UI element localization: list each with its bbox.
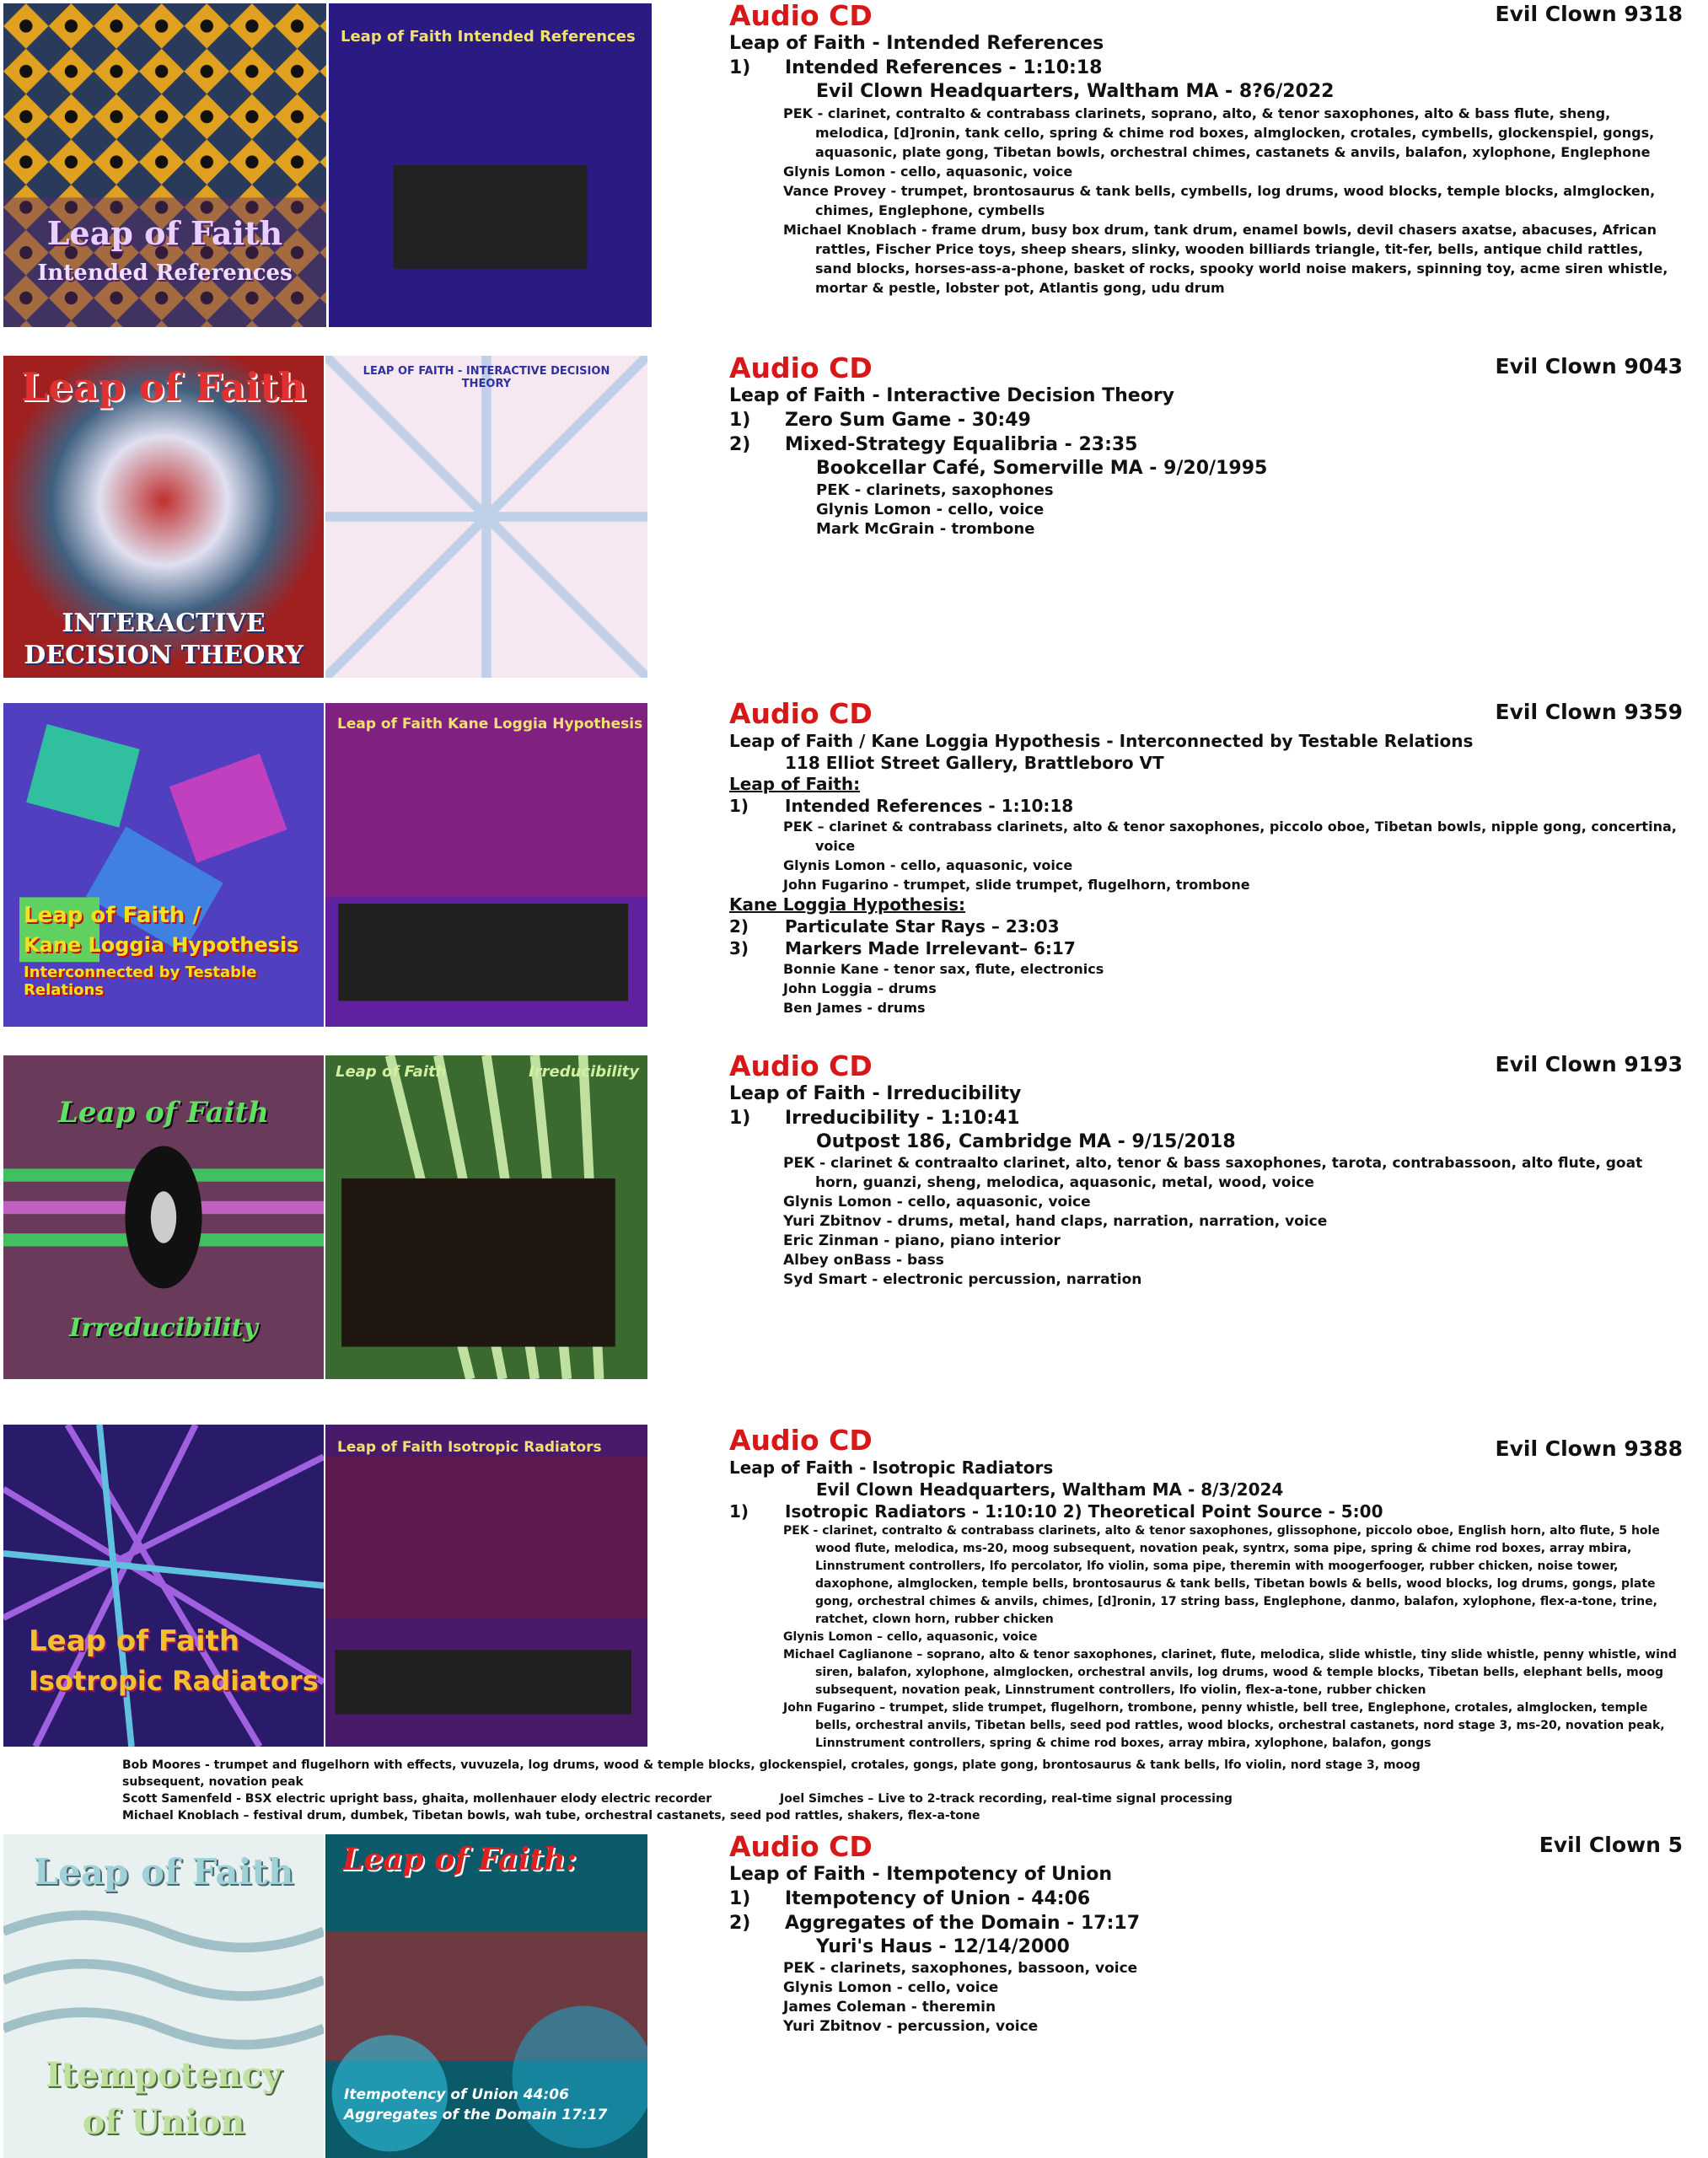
cover-subtitle: DECISION THEORY [24,641,303,670]
group-heading: Kane Loggia Hypothesis: [729,894,966,915]
venue: 118 Elliot Street Gallery, Brattleboro VT [785,753,1164,773]
cover-title: Leap of Faith / [24,903,201,928]
track: 1) Intended References - 1:10:18 [729,796,1074,816]
personnel-line: PEK - clarinet, contralto & contrabass clarinets, soprano, alto, & tenor saxophones, alto & bass flute, sheng, melodica, [d]ronin, tank cello, spring & chime rod boxes, almglocken, crotales, cymbells, glockenspiel, gongs, aquasonic, plate gong, Tibetan bowls, orchestral chimes, castanets & anvils, balafon, xylophone, Englephone [783,105,1655,160]
group-heading: Leap of Faith: [729,774,861,794]
personnel [729,104,1683,298]
cover-subtitle: Itempotency [45,2055,282,2095]
personnel [729,1154,1683,1290]
cover-back-image [325,1055,647,1379]
track: 1) Irreducibility - 1:10:41 [729,1108,1020,1129]
cover-back-image [325,1425,647,1747]
catalog-number: Evil Clown 9318 [1495,2,1683,26]
personnel [729,480,1683,539]
track: 3) Markers Made Irrelevant– 6:17 [729,938,1076,958]
personnel-line: Bonnie Kane - tenor sax, flute, electronics [783,961,1104,977]
cover-subtitle: Kane Loggia Hypothesis [24,933,299,957]
format-label: Audio CD [729,0,873,32]
personnel-line: Syd Smart - electronic percussion, narration [783,1271,1142,1288]
personnel-line: Vance Provey - trumpet, brontosaurus & tank bells, cymbells, log drums, wood blocks, temple blocks, almglocken, chimes, Englephone, cymbells [783,183,1656,218]
cover-back-title: Leap of Faith Intended References [341,28,636,46]
personnel [729,817,1683,894]
personnel-line: Glynis Lomon – cello, aquasonic, voice [783,1630,1038,1644]
personnel-line: PEK - clarinets, saxophones [816,481,1054,499]
cover-back-subtitle: Irreducibility [529,1063,639,1081]
cover-back-track: Aggregates of the Domain 17:17 [344,2107,608,2123]
cover-back-title: Leap of Faith Kane Loggia Hypothesis [337,716,643,733]
personnel-line: John Fugarino - trumpet, slide trumpet, flugelhorn, trombone [783,877,1250,893]
catalog-number: Evil Clown 9388 [1495,1436,1683,1461]
venue: Yuri's Haus - 12/14/2000 [816,1936,1070,1957]
format-label: Audio CD [729,1049,873,1082]
album-title: Leap of Faith - Intended References [729,33,1104,54]
entry-9318 [0,0,1708,337]
personnel-line: Glynis Lomon - cello, aquasonic, voice [783,1194,1091,1211]
personnel-line: Mark McGrain - trombone [816,520,1035,538]
track: 2) Mixed-Strategy Equalibria - 23:35 [729,434,1138,455]
personnel-overflow [122,1757,1488,1824]
personnel-line: Albey onBass - bass [783,1252,944,1269]
cover-title: Leap of Faith [46,214,283,252]
album-title: Leap of Faith - Isotropic Radiators [729,1457,1054,1478]
entry-9043 [0,352,1708,690]
track: 2) Aggregates of the Domain - 17:17 [729,1913,1141,1934]
entry-9359 [0,698,1708,1035]
format-label: Audio CD [729,1424,873,1457]
entry-9388 [0,1425,1708,1821]
personnel-line: Glynis Lomon - cello, aquasonic, voice [783,857,1073,873]
personnel-line: Ben James - drums [783,1000,926,1016]
personnel-line: Scott Samenfeld - BSX electric upright bass, ghaita, mollenhauer elody electric recorder [122,1792,712,1806]
cover-subtitle: Irreducibility [69,1313,258,1343]
catalog-number: Evil Clown 9043 [1495,354,1683,378]
cover-front-image [3,1055,324,1379]
personnel-line: Bob Moores - trumpet and flugelhorn with effects, vuvuzela, log drums, wood & temple blocks, glockenspiel, crotales, gongs, plate gong, brontosaurus & tank bells, lfo violin, nord stage 3, moog subsequent, novation peak [122,1758,1421,1789]
cover-front-image [3,1425,324,1747]
cover-back-track: Itempotency of Union 44:06 [344,2086,569,2103]
personnel-line: PEK - clarinet, contralto & contrabass clarinets, alto & tenor saxophones, glissophone, piccolo oboe, English horn, alto flute, 5 hole wood flute, melodica, ms-20, moog subsequent, novation peak, syntrx, soma pipe, spring & chime rod boxes, array mbira, Linnstrument controllers, lfo percolator, lfo violin, soma pipe, theremin with moogerfooger, rubber chicken, noise tower, daxophone, almglocken, temple bells, brontosaurus & tank bells, Tibetan bowls & bells, wood blocks, log drums, gongs, plate gong, orchestral chimes & anvils, chimes, [d]ronin, 17 string bass, Englephone, danmo, balafon, xylophone, flex-a-tone, trine, ratchet, clown horn, rubber chicken [783,1524,1660,1626]
cover-title: Leap of Faith [29,1624,240,1658]
catalog-number: Evil Clown 5 [1539,1833,1683,1857]
personnel-line: Eric Zinman - piano, piano interior [783,1232,1061,1249]
personnel-line: Glynis Lomon - cello, voice [816,501,1045,518]
cover-back-image [325,703,647,1027]
entry-5 [0,1831,1708,2158]
cover-subtitle: Interconnected by Testable Relations [24,964,257,999]
track: 2) Particulate Star Rays – 23:03 [729,916,1060,937]
venue: Bookcellar Café, Somerville MA - 9/20/1995 [816,458,1268,479]
track: 1) Itempotency of Union - 44:06 [729,1888,1091,1909]
cover-title: Leap of Faith [33,1851,294,1892]
cover-back-image [325,356,647,678]
album-title: Leap of Faith / Kane Loggia Hypothesis - Interconnected by Testable Relations [729,731,1474,751]
album-title: Leap of Faith - Irreducibility [729,1083,1022,1104]
personnel-line: Michael Knoblach – festival drum, dumbek, Tibetan bowls, wah tube, orchestral castanets, seed pod rattles, shakers, flex-a-tone [122,1809,980,1822]
album-title: Leap of Faith - Interactive Decision Theory [729,385,1175,406]
entry-9193 [0,1050,1708,1388]
cover-subtitle: Intended References [37,260,293,286]
catalog-number: Evil Clown 9359 [1495,700,1683,724]
personnel-line: Yuri Zbitnov - percussion, voice [783,2018,1039,2035]
personnel [729,959,1683,1017]
cover-front-image [3,703,324,1027]
personnel-line: PEK - clarinet & contraalto clarinet, alto, tenor & bass saxophones, tarota, contrabassoon, alto flute, goat horn, guanzi, sheng, melodica, aquasonic, metal, wood, voice [783,1155,1643,1191]
cover-back-title: LEAP OF FAITH - INTERACTIVE DECISION THEORY [363,365,610,390]
personnel-line: PEK - clarinets, saxophones, bassoon, voice [783,1960,1138,1977]
cover-back-title: Leap of Faith [336,1063,447,1081]
cover-title: Leap of Faith [20,364,307,410]
format-label: Audio CD [729,352,873,384]
cover-front-image [3,3,326,327]
personnel-line: Michael Knoblach - frame drum, busy box drum, tank drum, enamel bowls, devil chasers axatse, abacuses, African rattles, Fischer Price toys, sheep shears, slinky, wooden billiards triangle, tit-fer, bells, antique child rattles, sand blocks, horses-ass-a-phone, basket of rocks, spooky world noise makers, spinning toy, acme siren whistle, mortar & pestle, lobster pot, Atlantis gong, udu drum [783,222,1668,296]
cover-front-image [3,356,324,678]
cover-subtitle: Isotropic Radiators [29,1665,319,1697]
track: 1) Isotropic Radiators - 1:10:10 2) Theoretical Point Source - 5:00 [729,1501,1383,1522]
cover-back-image [329,3,652,327]
personnel-line: PEK – clarinet & contrabass clarinets, alto & tenor saxophones, piccolo oboe, Tibetan bowls, nipple gong, concertina, voice [783,819,1677,854]
personnel [729,1522,1683,1753]
personnel-line: John Fugarino – trumpet, slide trumpet, flugelhorn, trombone, penny whistle, bell tree, Englephone, crotales, almglocken, temple bells, orchestral anvils, Tibetan bells, seed pod rattles, wood blocks, orchestral castanets, nord stage 3, ms-20, novation peak, Linnstrument controllers, spring & chime rod boxes, array mbira, xylophone, balafon, gongs [783,1701,1665,1750]
track: 1) Intended References - 1:10:18 [729,57,1103,78]
track: 1) Zero Sum Game - 30:49 [729,410,1031,431]
cover-front-image [3,1834,324,2158]
personnel [729,1959,1683,2037]
personnel-line: James Coleman - theremin [783,1999,996,2016]
cover-subtitle: INTERACTIVE [62,609,266,638]
personnel-line: Glynis Lomon - cello, aquasonic, voice [783,164,1073,180]
cover-back-title: Leap of Faith Isotropic Radiators [337,1439,602,1456]
cover-back-title: Leap of Faith: [342,1842,577,1877]
format-label: Audio CD [729,697,873,730]
personnel-line: Glynis Lomon - cello, voice [783,1979,999,1996]
catalog-number: Evil Clown 9193 [1495,1052,1683,1076]
format-label: Audio CD [729,1830,873,1863]
personnel-line: Michael Caglianone – soprano, alto & tenor saxophones, clarinet, flute, melodica, slide whistle, tiny slide whistle, penny whistle, wind siren, balafon, xylophone, almglocken, orchestral anvils, log drums, wood & temple blocks, Tibetan bells, elephant bells, moog subsequent, novation peak, Linnstrument controllers, lfo violin, flex-a-tone, rubber chicken [783,1648,1677,1697]
venue: Outpost 186, Cambridge MA - 9/15/2018 [816,1131,1236,1152]
personnel-line: John Loggia – drums [783,980,937,996]
cover-title: Leap of Faith [58,1096,269,1130]
personnel-line: Joel Simches – Live to 2-track recording, real-time signal processing [780,1792,1233,1806]
cover-subtitle: of Union [82,2102,245,2142]
venue: Evil Clown Headquarters, Waltham MA - 8/3/2024 [816,1479,1284,1500]
album-title: Leap of Faith - Itempotency of Union [729,1864,1113,1885]
personnel-line: Yuri Zbitnov - drums, metal, hand claps, narration, narration, voice [783,1213,1328,1230]
cover-back-image [325,1834,647,2158]
venue: Evil Clown Headquarters, Waltham MA - 8?6/2022 [816,81,1335,102]
